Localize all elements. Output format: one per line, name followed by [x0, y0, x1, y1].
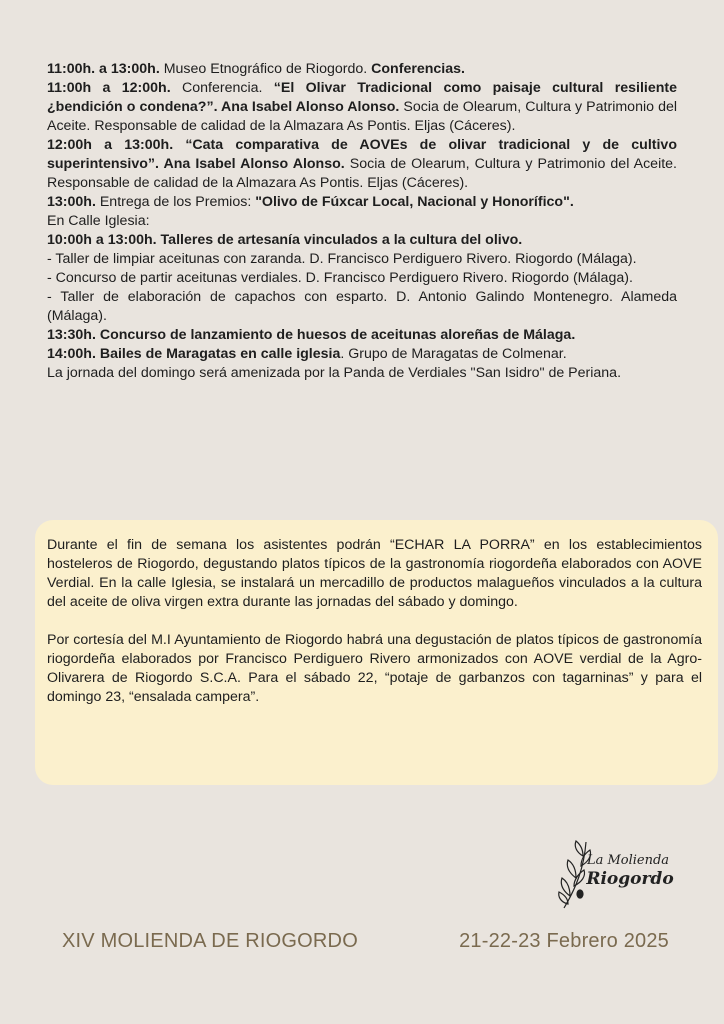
- program-item-text: . Grupo de Maragatas de Colmenar.: [340, 346, 567, 362]
- program-item-bold-text: 12:00h a 13:00h. “Cata comparativa de AOVEs de olivar tradicional y de cultivo superintensivo”. Ana Isabel Alonso Alonso.: [47, 137, 677, 172]
- footer-event-title: XIV MOLIENDA DE RIOGORDO: [62, 930, 358, 952]
- program-schedule: [47, 60, 677, 383]
- program-item-bold-text: 11:00h a 12:00h.: [47, 80, 171, 96]
- program-item-text: Conferencia.: [170, 80, 274, 96]
- program-item: [47, 136, 677, 193]
- program-item: [47, 269, 677, 288]
- notice-paragraph-1: Durante el fin de semana los asistentes podrán “ECHAR LA PORRA” en los establecimientos hosteleros de Riogordo, degustando platos típicos de la gastronomía riogordeña elaborados con AOVE Verdial. En la calle Iglesia, se instalará un mercadillo de productos malagueños vinculados a la cultura del aceite de oliva virgen extra durante las jornadas del sábado y domingo.: [47, 537, 702, 610]
- program-item-bold-text: 13:00h.: [47, 194, 96, 210]
- logo-text-line1: La Molienda: [586, 853, 670, 868]
- program-item: [47, 212, 677, 231]
- program-item-text: - Taller de elaboración de capachos con esparto. D. Antonio Galindo Montenegro. Alameda (Málaga).: [47, 289, 677, 324]
- notice-paragraph-2: Por cortesía del M.I Ayuntamiento de Riogordo habrá una degustación de platos típicos de gastronomía riogordeña elaborados por Francisco Perdiguero Rivero armonizados con AOVE verdial de la Agro-Olivarera de Riogordo S.C.A. Para el sábado 22, “potaje de garbanzos con tagarninas” y para el domingo 23, “ensalada campera”.: [47, 632, 702, 705]
- program-item-bold-text: 10:00h a 13:00h. Talleres de artesanía vinculados a la cultura del olivo.: [47, 232, 523, 248]
- program-item-bold-text: “El Olivar Tradicional como paisaje cultural resiliente ¿bendición o condena?”. Ana Isabel Alonso Alonso.: [47, 80, 677, 115]
- program-item-text: La jornada del domingo será amenizada por la Panda de Verdiales "San Isidro" de Periana.: [47, 365, 622, 381]
- program-item: [47, 79, 677, 136]
- program-item: [47, 288, 677, 326]
- program-item-bold-text: 13:30h. Concurso de lanzamiento de huesos de aceitunas aloreñas de Málaga.: [47, 327, 576, 343]
- program-item-text: - Concurso de partir aceitunas verdiales. D. Francisco Perdiguero Rivero. Riogordo (Málaga).: [47, 270, 633, 286]
- program-item: [47, 345, 677, 364]
- logo-text-line2: Riogordo: [586, 869, 674, 889]
- program-item-text: En Calle Iglesia:: [47, 213, 150, 229]
- program-item: [47, 326, 677, 345]
- program-item: [47, 231, 677, 250]
- program-item-bold-text: Conferencias.: [371, 61, 465, 77]
- la-molienda-logo: [556, 838, 676, 912]
- program-item-bold-text: 11:00h. a 13:00h.: [47, 61, 160, 77]
- program-item-bold-text: "Olivo de Fúxcar Local, Nacional y Honorífico".: [255, 194, 574, 210]
- footer-event-dates: 21-22-23 Febrero 2025: [459, 930, 669, 952]
- program-item-text: Museo Etnográfico de Riogordo.: [159, 61, 372, 77]
- program-item-text: - Taller de limpiar aceitunas con zaranda. D. Francisco Perdiguero Rivero. Riogordo (Málaga).: [47, 251, 637, 267]
- program-item-text: Socia de Olearum, Cultura y Patrimonio del Aceite. Responsable de calidad de la Almazara As Pontis. Eljas (Cáceres).: [47, 156, 677, 191]
- program-item: [47, 364, 677, 383]
- program-item: [47, 193, 677, 212]
- notice-box: [35, 520, 718, 785]
- program-item-text: Socia de Olearum, Cultura y Patrimonio del Aceite. Responsable de calidad de la Almazara As Pontis. Eljas (Cáceres).: [47, 99, 678, 134]
- program-item: [47, 250, 677, 269]
- program-item: [47, 60, 677, 79]
- program-item-text: Entrega de los Premios:: [95, 194, 256, 210]
- program-item-bold-text: 14:00h. Bailes de Maragatas en calle iglesia: [47, 346, 341, 362]
